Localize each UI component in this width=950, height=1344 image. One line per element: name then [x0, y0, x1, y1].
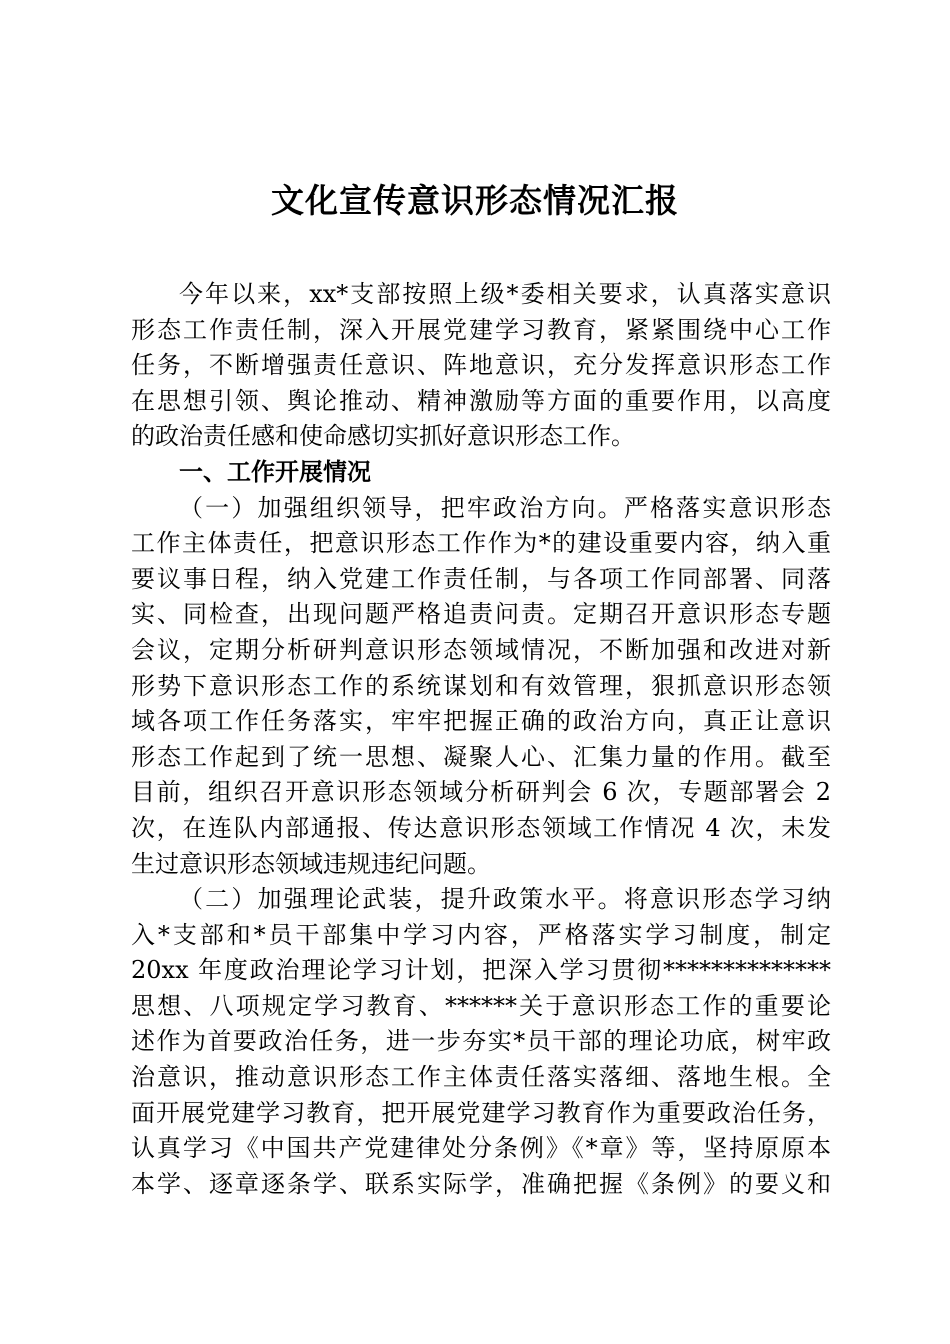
- paragraph-two-line: 20xx 年度政治理论学习计划，把深入学习贯彻**************: [131, 956, 831, 985]
- paragraph-intro-line: 今年以来，xx*支部按照上级*委相关要求，认真落实意识: [179, 280, 831, 308]
- paragraph-one-line: 目前，组织召开意识形态领域分析研判会 6 次，专题部署会 2: [131, 778, 831, 807]
- paragraph-two-line: 入*支部和*员干部集中学习内容，严格落实学习制度，制定: [131, 920, 831, 949]
- paragraph-two-line: 面开展党建学习教育，把开展党建学习教育作为重要政治任务，: [131, 1098, 831, 1127]
- paragraph-intro-line: 任务，不断增强责任意识、阵地意识，充分发挥意识形态工作: [131, 351, 831, 380]
- document-body: [131, 277, 831, 1202]
- paragraph-one-line: （一）加强组织领导，把牢政治方向。严格落实意识形态: [179, 493, 831, 522]
- paragraph-intro-line: 的政治责任感和使命感切实抓好意识形态工作。: [131, 422, 635, 451]
- paragraph-intro-line: 在思想引领、舆论推动、精神激励等方面的重要作用，以高度: [131, 386, 831, 415]
- paragraph-one-line: 次，在连队内部通报、传达意识形态领域工作情况 4 次，未发: [131, 813, 831, 842]
- paragraph-one-line: 会议，定期分析研判意识形态领域情况，不断加强和改进对新: [131, 635, 831, 664]
- paragraph-one-line: 域各项工作任务落实，牢牢把握正确的政治方向，真正让意识: [131, 707, 831, 736]
- section-heading: 一、工作开展情况: [179, 457, 371, 486]
- paragraph-two-line: 思想、八项规定学习教育、******关于意识形态工作的重要论: [131, 991, 831, 1020]
- paragraph-two-line: 述作为首要政治任务，进一步夯实*员干部的理论功底，树牢政: [131, 1027, 831, 1056]
- document-title: 文化宣传意识形态情况汇报: [271, 181, 679, 220]
- paragraph-one-line: 要议事日程，纳入党建工作责任制，与各项工作同部署、同落: [131, 564, 831, 593]
- paragraph-two-line: （二）加强理论武装，提升政策水平。将意识形态学习纳: [179, 885, 831, 914]
- paragraph-one-line: 实、同检查，出现问题严格追责问责。定期召开意识形态专题: [131, 600, 831, 629]
- paragraph-two-line: 本学、逐章逐条学、联系实际学，准确把握《条例》的要义和: [131, 1169, 831, 1198]
- paragraph-one-line: 生过意识形态领域违规违纪问题。: [131, 849, 491, 878]
- paragraph-one-line: 形势下意识形态工作的系统谋划和有效管理，狠抓意识形态领: [131, 671, 831, 700]
- paragraph-one-line: 工作主体责任，把意识形态工作作为*的建设重要内容，纳入重: [131, 529, 831, 558]
- paragraph-two-line: 治意识，推动意识形态工作主体责任落实落细、落地生根。全: [131, 1063, 831, 1092]
- paragraph-one-line: 形态工作起到了统一思想、凝聚人心、汇集力量的作用。截至: [131, 742, 831, 771]
- paragraph-intro-line: 形态工作责任制，深入开展党建学习教育，紧紧围绕中心工作: [131, 315, 831, 344]
- paragraph-two-line: 认真学习《中国共产党建律处分条例》《*章》等，坚持原原本: [131, 1134, 831, 1163]
